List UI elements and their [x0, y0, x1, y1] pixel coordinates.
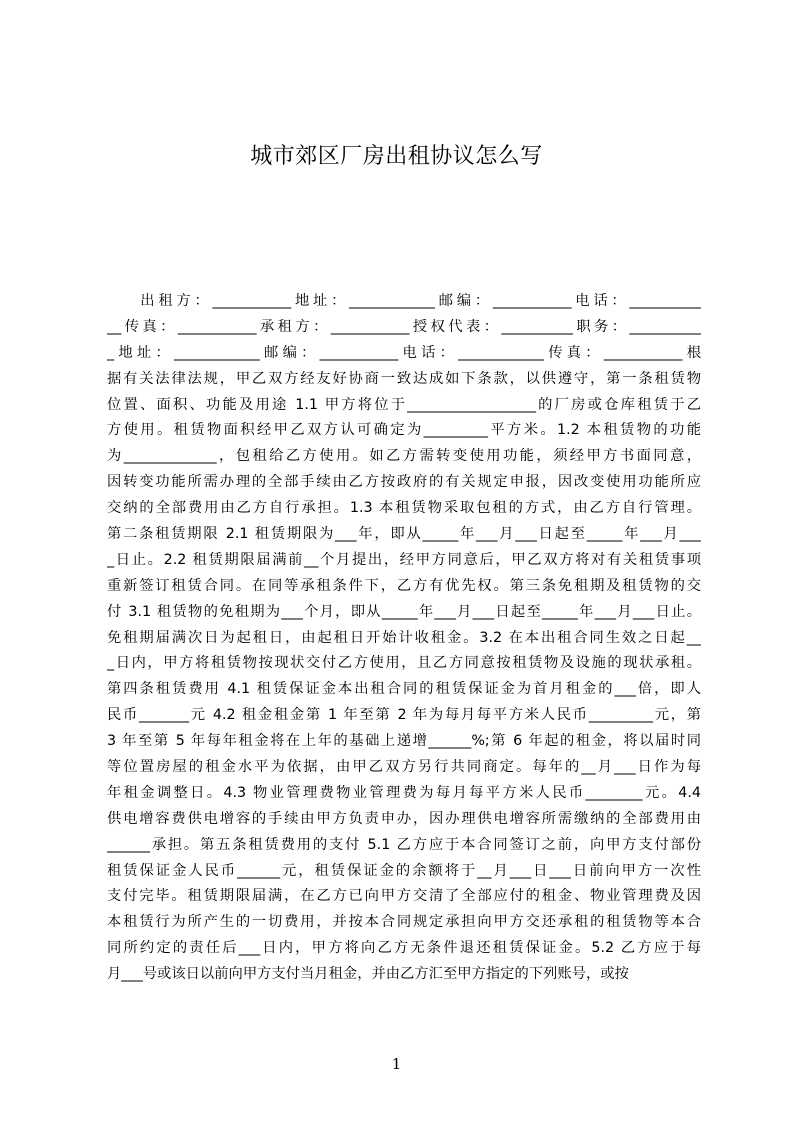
document-title: 城市郊区厂房出租协议怎么写 — [250, 144, 543, 169]
body-line: 民币_______元 4.2 租金租金第 1 年至第 2 年为每月每平方米人民币_________元，第 — [107, 707, 701, 724]
body-line: 重新签订租赁合同。在同等承租条件下，乙方有优先权。第三条免租期及租赁物的交 — [107, 577, 701, 594]
body-line: __传真：___________承租方：___________授权代表：__________职务：__________ — [107, 318, 701, 335]
body-line: 付 3.1 租赁物的免租期为___个月，即从_____年___月___日起至_____年___月___日止。 — [107, 603, 701, 620]
body-line: 年租金调整日。4.3 物业管理费物业管理费为每月每平方米人民币________元。4.4 — [107, 784, 701, 801]
body-line: 支付完毕。租赁期限届满，在乙方已向甲方交清了全部应付的租金、物业管理费及因 — [107, 888, 701, 905]
body-line: 第二条租赁期限 2.1 租赁期限为___年，即从_____年___月___日起至_____年___月___ — [107, 526, 701, 543]
body-line: 3 年至第 5 年每年租金将在上年的基础上递增______%;第 6 年起的租金，将以届时同 — [107, 733, 701, 750]
body-line: _地址：____________邮编：___________电话：____________传真：___________根 — [107, 344, 701, 361]
body-line: 第四条租赁费用 4.1 租赁保证金本出租合同的租赁保证金为首月租金的___倍，即人 — [107, 681, 701, 698]
body-line: 为_____________，包租给乙方使用。如乙方需转变使用功能，须经甲方书面同意， — [107, 448, 701, 465]
document-body — [107, 289, 701, 988]
body-line: 月___号或该日以前向甲方支付当月租金，并由乙方汇至甲方指定的下列账号，或按 — [107, 966, 629, 983]
body-line: 位置、面积、功能及用途 1.1 甲方将位于__________________的厂房或仓库租赁于乙 — [107, 396, 701, 413]
body-line: 供电增容费供电增容的手续由甲方负责申办，因办理供电增容所需缴纳的全部费用由 — [107, 810, 701, 827]
body-line: 租赁保证金人民币______元，租赁保证金的余额将于__月___日___日前向甲方一次性 — [107, 862, 701, 879]
body-line: _日内，甲方将租赁物按现状交付乙方使用，且乙方同意按租赁物及设施的现状承租。 — [107, 655, 701, 672]
body-line: 等位置房屋的租金水平为依据，由甲乙双方另行共同商定。每年的__月___日作为每 — [107, 759, 701, 776]
body-line: 本租赁行为所产生的一切费用，并按本合同规定承担向甲方交还承租的租赁物等本合 — [107, 914, 701, 931]
body-line: ______承担。第五条租赁费用的支付 5.1 乙方应于本合同签订之前，向甲方支付部份 — [107, 836, 701, 853]
body-line: 方使用。租赁物面积经甲乙双方认可确定为_________平方米。1.2 本租赁物的功能 — [107, 422, 701, 439]
body-line: 交纳的全部费用由乙方自行承担。1.3 本租赁物采取包租的方式，由乙方自行管理。 — [107, 500, 701, 517]
body-line: 出租方：___________地址：____________邮编：___________电话：__________ — [107, 293, 701, 309]
body-line: 据有关法律法规，甲乙双方经友好协商一致达成如下条款，以供遵守，第一条租赁物 — [107, 370, 701, 387]
page-number: 1 — [391, 1055, 402, 1073]
body-line: _日止。2.2 租赁期限届满前__个月提出，经甲方同意后，甲乙双方将对有关租赁事项 — [107, 551, 701, 568]
body-line: 同所约定的责任后___日内，甲方将向乙方无条件退还租赁保证金。5.2 乙方应于每 — [107, 940, 701, 957]
body-line: 因转变功能所需办理的全部手续由乙方按政府的有关规定申报，因改变使用功能所应 — [107, 474, 701, 491]
body-line: 免租期届满次日为起租日，由起租日开始计收租金。3.2 在本出租合同生效之日起__ — [107, 629, 701, 646]
